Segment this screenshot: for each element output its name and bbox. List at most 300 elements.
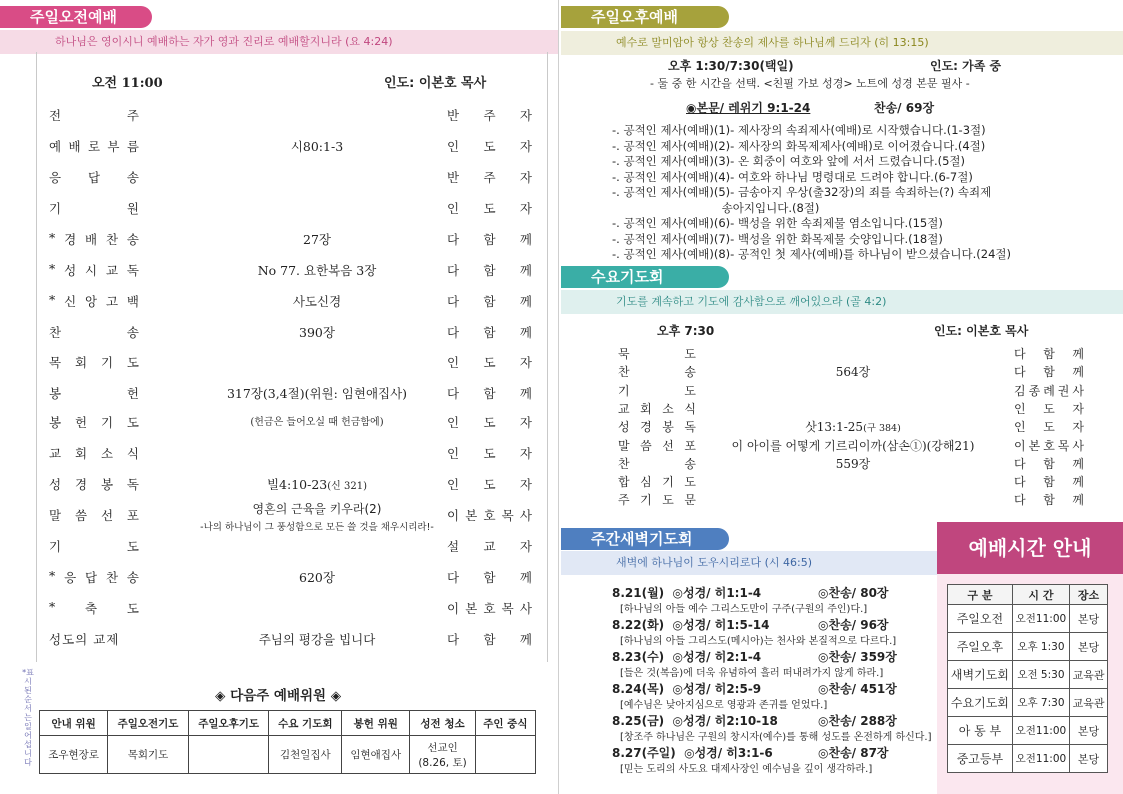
times-header-cell: 시 간: [1012, 585, 1069, 605]
order-person-char: 다: [447, 386, 460, 401]
order-name-char: 도: [126, 539, 139, 554]
wednesday-row: [618, 382, 1088, 400]
order-name-char: 경: [74, 477, 88, 492]
wednesday-item-name-char: 합: [618, 475, 630, 490]
order-person-char: 다: [447, 294, 460, 309]
order-name-char: 부: [107, 139, 120, 154]
wednesday-item-name: [618, 418, 696, 435]
order-person-char: 도: [483, 355, 496, 370]
wednesday-item-name-char: 식: [684, 401, 696, 416]
wednesday-item-detail-text: 삿13:1-25: [805, 420, 864, 435]
order-detail-text: 317장(3,4절)(위원: 임현애집사): [226, 386, 408, 401]
afternoon-song: 찬송/ 69장: [874, 101, 935, 115]
roles-header-cell: 성전 청소: [410, 711, 475, 736]
order-name: [49, 384, 139, 402]
order-name-char: 헌: [74, 415, 88, 430]
order-name-char: 로: [87, 139, 101, 154]
roles-value-cell: [475, 736, 535, 774]
order-name: [49, 230, 139, 248]
wednesday-item-name-char: 경: [640, 420, 652, 435]
order-person-char: 도: [483, 139, 496, 154]
order-detail-text: 390장: [299, 325, 335, 340]
wednesday-item-name-char: 기: [662, 475, 674, 490]
order-name-char: 말: [49, 508, 62, 523]
wednesday-item-person-char: 도: [1043, 401, 1055, 416]
order-name-char: 포: [126, 508, 139, 523]
order-person: [447, 261, 532, 279]
sermon-point: -. 공적인 제사(예배)(1)- 제사장의 속죄제사(예배)로 시작했습니다.(1-3절): [612, 123, 986, 137]
order-name-char: 주: [126, 108, 139, 123]
wednesday-item-person-char: 종: [1028, 383, 1041, 398]
roles-value-cell: 목회기도: [108, 736, 189, 774]
wednesday-item-name-char: 송: [684, 456, 696, 471]
wednesday-item-name-char: 봉: [662, 420, 674, 435]
order-row: [37, 630, 545, 660]
order-row: [37, 353, 545, 383]
wednesday-item-detail-text: 564장: [835, 365, 871, 380]
order-person-char: 함: [483, 570, 496, 585]
order-name-char: 예: [49, 139, 62, 154]
order-person: [447, 292, 532, 310]
dawn-day-summary: [예수님은 낮아지심으로 영광과 존귀를 얻었다.]: [620, 700, 828, 711]
times-cell: 수요기도회: [948, 689, 1013, 717]
sermon-point: -. 공적인 제사(예배)(7)- 백성을 위한 화목제물 숫양입니다.(18절): [612, 231, 943, 246]
order-person-char: 사: [519, 508, 532, 523]
order-person-char: 다: [447, 263, 460, 278]
afternoon-leader: 인도: 가족 중: [930, 59, 1002, 73]
times-row: [948, 605, 1108, 633]
dawn-day-scripture: 8.24(목) ◎성경/ 히2:5-9: [612, 682, 762, 696]
wednesday-item-person-char: 김: [1014, 383, 1026, 398]
order-person-char: 자: [519, 170, 532, 185]
order-name-char: 도: [126, 601, 139, 616]
order-name-char: 찬: [49, 325, 62, 340]
order-person-char: 인: [447, 477, 460, 492]
order-name: [49, 168, 139, 186]
morning-service-tag: 주일오전예배: [0, 6, 152, 28]
sermon-point: -. 공적인 제사(예배)(5)- 금송아지 우상(출32장)의 죄를 속죄하는(?) 속죄제: [612, 185, 992, 199]
times-cell: 오전 5:30: [1012, 661, 1069, 689]
order-name: [49, 475, 139, 493]
roles-header-cell: 주일오후기도: [188, 711, 269, 736]
wednesday-leader: 인도: 이본호 목사: [934, 324, 1029, 338]
order-detail: [167, 261, 467, 279]
dawn-day-summary: [믿는 도리의 사도요 대제사장인 예수님을 깊이 생각하라.]: [620, 764, 873, 775]
wednesday-item-name-char: 도: [684, 347, 696, 361]
order-person-char: 자: [519, 446, 532, 461]
order-name-char: 도: [126, 355, 139, 370]
afternoon-time: 오후 1:30/7:30(택일): [668, 59, 794, 73]
order-detail-note: (신 321): [327, 481, 367, 492]
order-name-char: 독: [126, 263, 139, 278]
order-name-char: 기: [49, 539, 62, 554]
order-person-char: 호: [483, 601, 496, 616]
order-row: [37, 599, 545, 629]
order-name-char: 신: [64, 294, 77, 309]
wednesday-item-person: [1014, 491, 1084, 508]
wednesday-item-name-char: 묵: [618, 347, 630, 361]
order-name-char: *: [49, 568, 56, 583]
wednesday-item-name: [618, 473, 696, 490]
wednesday-item-person-char: 례: [1043, 383, 1055, 398]
standing-note: *표시된 순서는 일어섭니다: [22, 668, 34, 767]
order-detail-text: (헌금은 들어오실 때 헌금함에): [250, 417, 384, 428]
order-person-char: 께: [519, 386, 532, 401]
order-person-char: 자: [519, 415, 532, 430]
wednesday-verse: 기도를 계속하고 기도에 감사함으로 깨어있으라 (골 4:2): [561, 290, 1123, 314]
order-name-char: 회: [74, 446, 88, 461]
wednesday-item-person-char: 다: [1014, 456, 1026, 471]
wednesday-item-name-char: 성: [618, 420, 630, 435]
order-person-char: 인: [447, 415, 460, 430]
order-person-char: 인: [447, 355, 460, 370]
wednesday-item-person-char: 자: [1072, 420, 1084, 435]
dawn-day-summary: [하나님의 아들 그리스도(메시아)는 천사와 본질적으로 다르다.]: [620, 636, 897, 647]
afternoon-text: ◉본문/ 레위기 9:1-24: [686, 101, 811, 115]
dawn-day-scripture: 8.25(금) ◎성경/ 히2:10-18: [612, 714, 778, 728]
order-detail: [167, 413, 467, 428]
order-person-char: 반: [447, 108, 460, 123]
order-person-char: 함: [483, 232, 496, 247]
dawn-day-line: [612, 648, 897, 665]
wednesday-item-detail-text: 이 아이를 어떻게 기르리이까(삼손①)(강해21): [731, 438, 975, 453]
sermon-point: 송아지입니다.(8절): [612, 200, 820, 215]
wednesday-row: [618, 455, 1088, 473]
order-person: [447, 568, 532, 586]
order-name-char: 찬: [105, 232, 119, 247]
wednesday-item-detail-text: 559장: [835, 456, 871, 471]
order-person: [447, 323, 532, 341]
order-person: [447, 137, 532, 155]
times-cell: 주일오후: [948, 633, 1013, 661]
sermon-point: -. 공적인 제사(예배)(8)- 공적인 첫 제사(예배)를 하나님이 받으셨습니다.(24절): [612, 247, 1011, 261]
times-row: [948, 717, 1108, 745]
wednesday-item-person-char: 자: [1072, 401, 1084, 416]
wednesday-item-name-char: 회: [640, 401, 652, 416]
order-name: [49, 261, 139, 279]
wednesday-item-name-char: 독: [684, 420, 696, 435]
order-person: [447, 537, 532, 555]
dawn-day-hymn: ◎찬송/ 96장: [818, 618, 889, 632]
wednesday-item-name-char: 도: [684, 383, 696, 398]
morning-verse: 하나님은 영이시니 예배하는 자가 영과 진리로 예배할지니라 (요 4:24): [0, 30, 558, 54]
dawn-day-line: [612, 712, 897, 729]
dawn-day-scripture: 8.23(수) ◎성경/ 히2:1-4: [612, 650, 762, 664]
wednesday-item-name-char: 도: [662, 493, 674, 508]
order-detail: [167, 292, 467, 310]
wednesday-item-person-char: 께: [1072, 365, 1084, 380]
dawn-day-hymn: ◎찬송/ 87장: [818, 746, 889, 760]
order-person-char: 목: [501, 601, 514, 616]
order-person-char: 함: [483, 294, 496, 309]
order-detail: [167, 630, 467, 648]
times-row: [948, 745, 1108, 773]
order-detail-text: 영혼의 근육을 키우라(2): [252, 502, 382, 516]
times-cell: 새벽기도회: [948, 661, 1013, 689]
fold-line: [558, 0, 559, 794]
wednesday-item-name: [618, 345, 696, 362]
order-person-char: 주: [483, 108, 496, 123]
order-person-char: 다: [447, 570, 460, 585]
order-person-char: 도: [483, 446, 496, 461]
order-row: [37, 199, 545, 229]
wednesday-item-person-char: 께: [1072, 347, 1084, 361]
order-name-char: 배: [85, 232, 98, 247]
roles-value-cell: [188, 736, 269, 774]
wednesday-item-person-char: 목: [1057, 438, 1070, 453]
order-detail-text: 620장: [299, 570, 335, 585]
wednesday-item-name-char: 기: [640, 493, 652, 508]
wednesday-item-person-char: 함: [1043, 475, 1055, 490]
order-name-char: 백: [126, 294, 139, 309]
order-row: [37, 444, 545, 474]
order-name-char: 응: [49, 170, 62, 185]
wednesday-row: [618, 400, 1088, 418]
order-name-char: 응: [64, 570, 77, 585]
roles-value-cell: 조우현장로: [40, 736, 108, 774]
times-cell: 아 동 부: [948, 717, 1013, 745]
wednesday-item-detail: [713, 437, 993, 454]
afternoon-note: - 둘 중 한 시간을 선택. <친필 가보 성경> 노트에 성경 본문 필사 -: [650, 77, 970, 90]
wednesday-item-name: [618, 491, 696, 508]
wednesday-item-person-char: 함: [1043, 365, 1055, 380]
order-row: [37, 137, 545, 167]
order-name-char: 목: [49, 355, 62, 370]
order-row: [37, 502, 545, 536]
wednesday-item-name-char: 소: [662, 401, 674, 416]
order-person-char: 께: [519, 263, 532, 278]
wednesday-item-person-char: 본: [1028, 438, 1041, 453]
order-person-char: 호: [483, 508, 496, 523]
order-name-char: 배: [68, 139, 81, 154]
wednesday-row: [618, 363, 1088, 381]
roles-header-row: [40, 711, 536, 736]
order-name: [49, 506, 139, 524]
wednesday-row: [618, 345, 1088, 363]
order-name-char: 소: [100, 446, 114, 461]
times-cell: 본당: [1070, 745, 1108, 773]
times-cell: 본당: [1070, 605, 1108, 633]
order-name-char: *: [49, 292, 56, 307]
afternoon-verse: 예수로 말미암아 항상 찬송의 제사를 하나님께 드리자 (히 13:15): [561, 31, 1123, 55]
order-person-char: 자: [519, 139, 532, 154]
order-person-char: 사: [519, 601, 532, 616]
wednesday-item-person: [1014, 418, 1084, 435]
wednesday-item-person-char: 다: [1014, 493, 1026, 508]
dawn-day-line: [612, 680, 897, 697]
times-cell: 오전11:00: [1012, 605, 1069, 633]
order-person-char: 께: [519, 325, 532, 340]
wednesday-item-name-char: 교: [618, 401, 630, 416]
wednesday-item-person: [1014, 363, 1084, 380]
wednesday-item-person: [1014, 437, 1084, 454]
order-name-char: 기: [100, 415, 114, 430]
order-person-char: 함: [483, 632, 496, 647]
dawn-day-scripture: 8.27(주일) ◎성경/ 히3:1-6: [612, 746, 773, 760]
times-cell: 오후 7:30: [1012, 689, 1069, 717]
order-name: [49, 568, 139, 586]
roles-value-cell: 선교인 (8.26, 토): [410, 736, 475, 774]
afternoon-service-tag: 주일오후예배: [561, 6, 729, 28]
dawn-day-summary: [들은 것(복음)에 더욱 유념하여 흘러 떠내려가지 않게 하라.]: [620, 668, 884, 679]
order-name-char: 선: [100, 508, 114, 523]
wednesday-item-name-char: 문: [684, 493, 696, 508]
dawn-day-scripture: 8.22(화) ◎성경/ 히1:5-14: [612, 618, 770, 632]
wednesday-item-person-char: 다: [1014, 365, 1026, 380]
times-cell: 오후 1:30: [1012, 633, 1069, 661]
order-name-char: 답: [85, 570, 98, 585]
order-person-char: 도: [483, 415, 496, 430]
wednesday-item-person-char: 께: [1072, 475, 1084, 490]
wednesday-item-name-char: 심: [640, 475, 652, 490]
wednesday-item-person-char: 함: [1043, 493, 1055, 508]
order-person-char: 자: [519, 201, 532, 216]
order-person-char: 교: [483, 539, 496, 554]
order-person: [447, 630, 532, 648]
wednesday-item-person-char: 다: [1014, 475, 1026, 490]
order-name: 성도의 교제: [49, 632, 120, 647]
wednesday-row: [618, 473, 1088, 491]
order-name-char: 송: [126, 570, 139, 585]
sermon-point: -. 공적인 제사(예배)(4)- 여호와 하나님 명령대로 드려야 합니다.(6-7절): [612, 169, 973, 184]
times-header-cell: 장소: [1070, 585, 1108, 605]
order-detail-text: 사도신경: [292, 294, 342, 309]
wednesday-item-name: [618, 455, 696, 472]
order-name-char: 교: [49, 446, 62, 461]
order-name: [49, 199, 139, 217]
order-name-char: *: [49, 230, 56, 245]
times-cell: 주일오전: [948, 605, 1013, 633]
order-name-char: 경: [64, 232, 77, 247]
times-cell: 중고등부: [948, 745, 1013, 773]
order-person-char: 께: [519, 294, 532, 309]
next-week-title: ◈ 다음주 예배위원 ◈: [215, 688, 342, 704]
wednesday-item-name-char: 도: [684, 475, 696, 490]
order-name: [49, 106, 139, 124]
order-person-char: 주: [483, 170, 496, 185]
order-name: [49, 537, 139, 555]
order-person: [447, 353, 532, 371]
wednesday-item-name-char: 찬: [618, 456, 630, 471]
order-name-char: 헌: [126, 386, 139, 401]
order-person-char: 본: [465, 508, 478, 523]
order-name-char: 도: [126, 415, 139, 430]
order-detail-text: No 77. 요한복음 3장: [257, 263, 377, 278]
order-name-char: 회: [74, 355, 88, 370]
dawn-day-hymn: ◎찬송/ 288장: [818, 714, 897, 728]
morning-leader: 인도: 이본호 목사: [384, 76, 487, 91]
order-name-char: 송: [126, 232, 139, 247]
order-detail: [167, 568, 467, 586]
morning-time: 오전 11:00: [92, 76, 163, 91]
order-name-char: 송: [126, 325, 139, 340]
order-name-char: 앙: [85, 294, 98, 309]
times-cell: 본당: [1070, 633, 1108, 661]
service-times-table: [947, 584, 1108, 773]
order-name-char: 식: [126, 446, 139, 461]
order-detail: [167, 230, 467, 248]
times-header-cell: 구 분: [948, 585, 1013, 605]
sermon-point: -. 공적인 제사(예배)(3)- 온 회중이 여호와 앞에 서서 드렸습니다.(5절): [612, 154, 966, 168]
wednesday-item-name: [618, 363, 696, 380]
wednesday-item-note: (구 384): [863, 423, 901, 435]
wednesday-item-person: [1014, 400, 1084, 417]
roles-header-cell: 안내 위원: [40, 711, 108, 736]
wednesday-item-person-char: 다: [1014, 347, 1026, 361]
order-person-char: 이: [447, 601, 460, 616]
order-name: [49, 292, 139, 310]
wednesday-item-name: [618, 400, 696, 417]
order-person-char: 이: [447, 508, 460, 523]
wednesday-item-person: [1014, 382, 1084, 399]
wednesday-item-person: [1014, 455, 1084, 472]
wednesday-row: [618, 437, 1088, 455]
order-name-char: 원: [126, 201, 139, 216]
wednesday-item-name: [618, 437, 696, 454]
order-detail: [167, 475, 467, 493]
times-cell: 오전11:00: [1012, 717, 1069, 745]
order-person: [447, 168, 532, 186]
order-name-char: *: [49, 599, 56, 614]
order-detail: [167, 137, 467, 155]
wednesday-item-person-char: 도: [1043, 420, 1055, 435]
order-detail-text: 시80:1-3: [290, 139, 344, 154]
dawn-verse: 새벽에 하나님이 도우시리로다 (시 46:5): [561, 551, 937, 575]
order-name-char: 봉: [49, 415, 62, 430]
order-name-char: 성: [64, 263, 77, 278]
order-person-char: 인: [447, 201, 460, 216]
wednesday-item-name-char: 주: [618, 493, 630, 508]
wednesday-item-person: [1014, 473, 1084, 490]
order-detail-text: 빌4:10-23: [266, 477, 328, 492]
order-name-char: 찬: [105, 570, 119, 585]
wednesday-item-person-char: 사: [1072, 383, 1084, 398]
order-name: [49, 599, 139, 617]
order-row: [37, 568, 545, 598]
dawn-day-hymn: ◎찬송/ 359장: [818, 650, 897, 664]
order-name-char: 봉: [49, 386, 62, 401]
wednesday-item-person-char: 사: [1072, 438, 1084, 453]
order-name: [49, 413, 139, 431]
order-name-char: 름: [126, 139, 139, 154]
order-person: [447, 230, 532, 248]
roles-header-cell: 주일오전기도: [108, 711, 189, 736]
order-name-char: 고: [105, 294, 119, 309]
order-name-char: 기: [100, 355, 114, 370]
times-cell: 교육관: [1070, 689, 1108, 717]
order-name: [49, 137, 139, 155]
wednesday-item-person: [1014, 345, 1084, 362]
order-name-char: 봉: [100, 477, 114, 492]
order-row: [37, 323, 545, 353]
order-person-char: 다: [447, 232, 460, 247]
order-name-char: 성: [49, 477, 62, 492]
order-row: [37, 384, 545, 414]
sermon-point: -. 공적인 제사(예배)(6)- 백성을 위한 속죄제물 염소입니다.(15절): [612, 216, 943, 230]
wednesday-item-name-char: 씀: [640, 438, 652, 453]
dawn-day-scripture: 8.21(월) ◎성경/ 히1:1-4: [612, 586, 762, 600]
dawn-day-line: [612, 584, 889, 601]
order-person-char: 도: [483, 201, 496, 216]
order-person-char: 자: [519, 108, 532, 123]
dawn-day-summary: [창조주 하나님은 구원의 창시자(예수)를 통해 성도를 온전하게 하신다.]: [620, 732, 932, 743]
roles-value-row: [40, 736, 536, 774]
wednesday-item-person-char: 인: [1014, 401, 1026, 416]
order-person-char: 함: [483, 263, 496, 278]
order-person-char: 본: [465, 601, 478, 616]
dawn-day-summary: [하나님의 아들 예수 그리스도만이 구주(구원의 주인)다.]: [620, 604, 868, 615]
wednesday-item-person-char: 호: [1043, 438, 1055, 453]
